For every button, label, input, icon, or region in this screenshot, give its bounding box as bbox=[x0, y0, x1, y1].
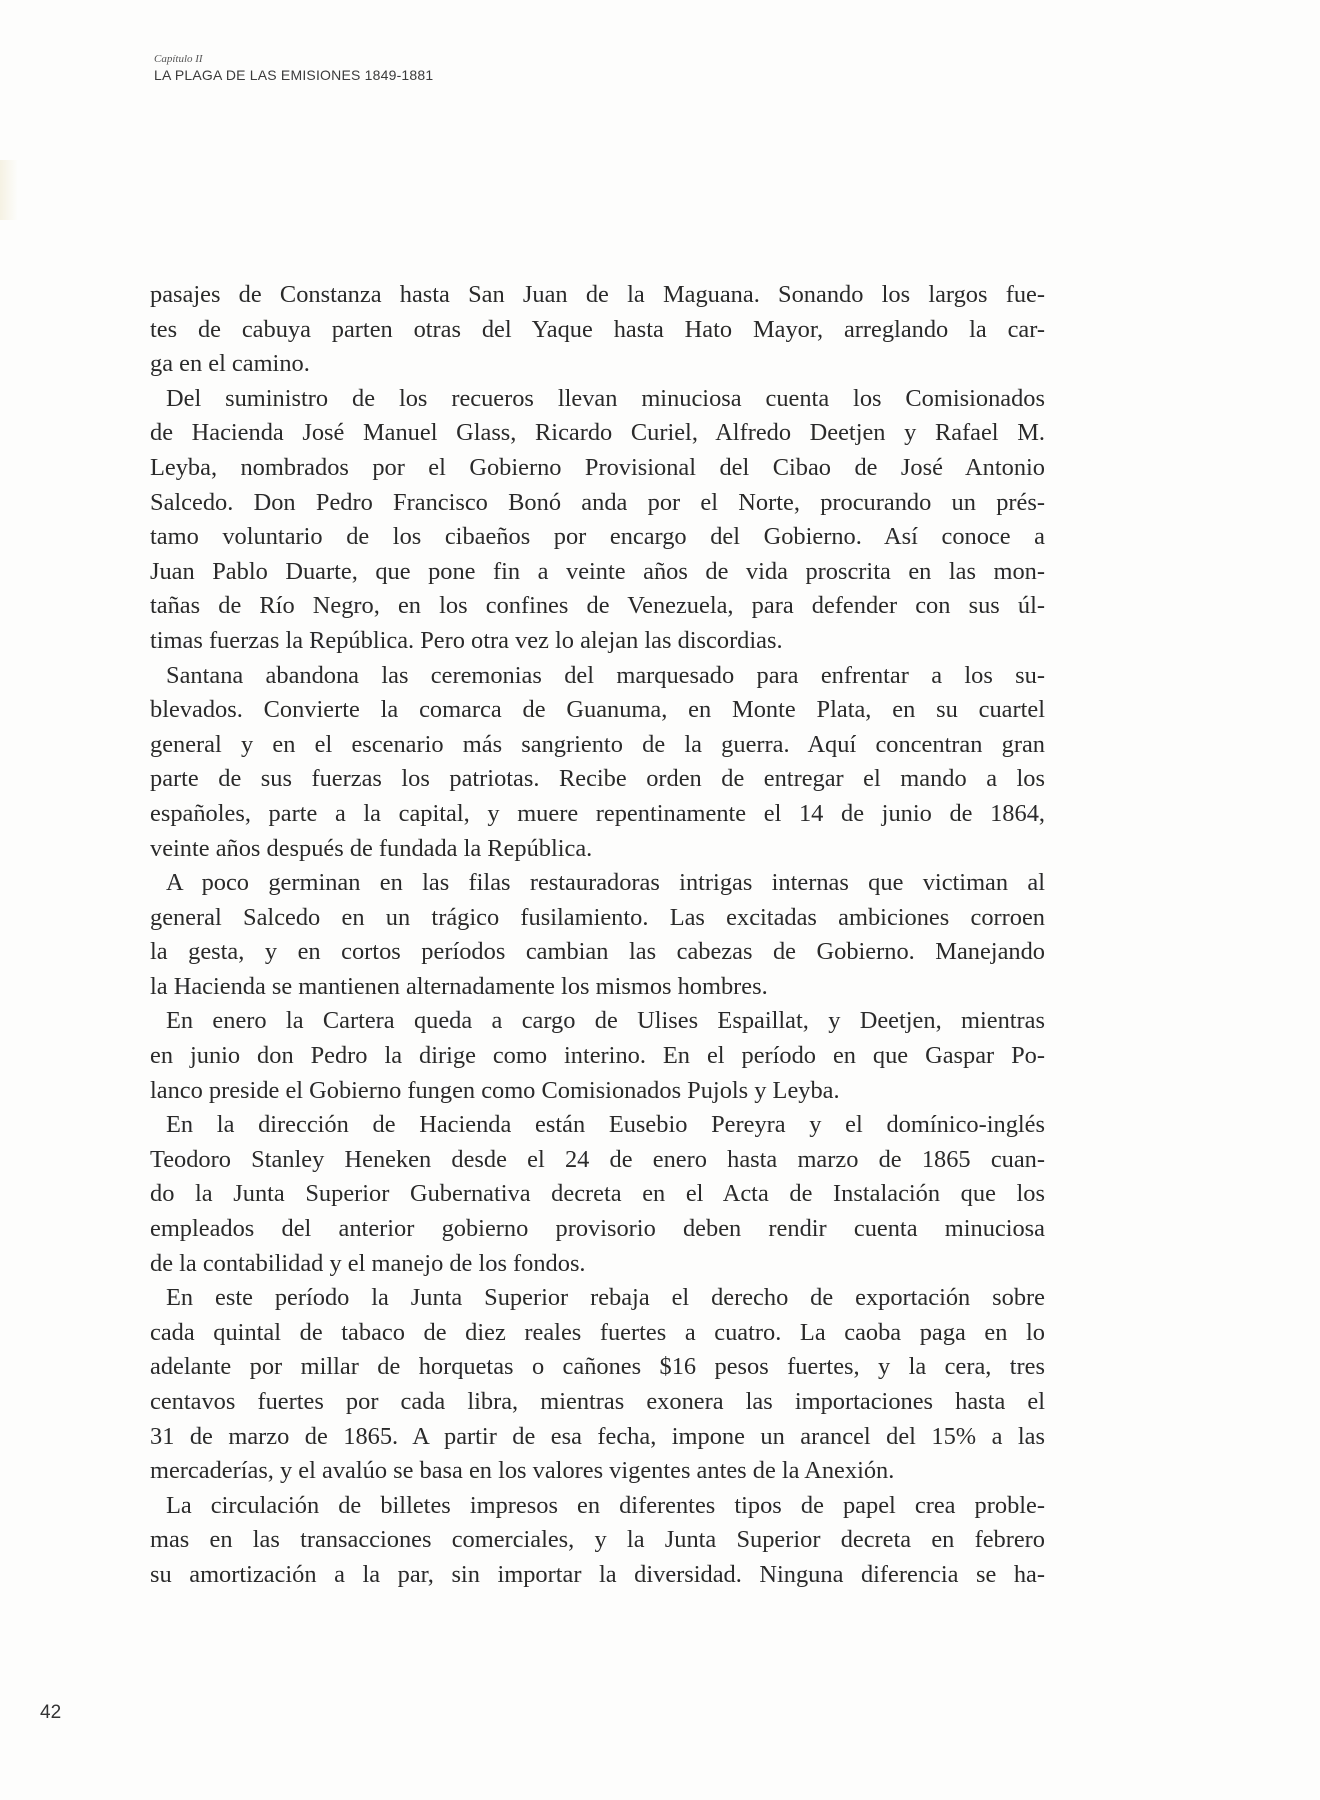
text-line: parte de sus fuerzas los patriotas. Recibe orden de entregar el mando a los bbox=[150, 765, 1045, 793]
text-line: adelante por millar de horquetas o cañones $16 pesos fuertes, y la cera, tres bbox=[150, 1353, 1045, 1381]
chapter-title: LA PLAGA DE LAS EMISIONES 1849-1881 bbox=[154, 67, 434, 83]
text-line: La circulación de billetes impresos en diferentes tipos de papel crea proble- bbox=[166, 1491, 1045, 1519]
page-edge-stain bbox=[0, 160, 18, 220]
text-line: españoles, parte a la capital, y muere repentinamente el 14 de junio de 1864, bbox=[150, 799, 1045, 827]
text-line: la Hacienda se mantienen alternadamente los mismos hombres. bbox=[150, 972, 768, 1000]
text-line: tamo voluntario de los cibaeños por encargo del Gobierno. Así conoce a bbox=[150, 523, 1045, 551]
text-line: su amortización a la par, sin importar la diversidad. Ninguna diferencia se ha- bbox=[150, 1560, 1045, 1588]
page-number: 42 bbox=[40, 1702, 62, 1723]
text-line: cada quintal de tabaco de diez reales fuertes a cuatro. La caoba paga en lo bbox=[150, 1318, 1045, 1346]
chapter-label: Capítulo II bbox=[154, 53, 203, 65]
text-line: blevados. Convierte la comarca de Guanuma, en Monte Plata, en su cuartel bbox=[150, 696, 1045, 724]
text-line: de la contabilidad y el manejo de los fondos. bbox=[150, 1249, 586, 1277]
text-line: empleados del anterior gobierno provisorio deben rendir cuenta minuciosa bbox=[150, 1215, 1045, 1243]
text-line: Leyba, nombrados por el Gobierno Provisional del Cibao de José Antonio bbox=[150, 453, 1045, 481]
text-line: lanco preside el Gobierno fungen como Comisionados Pujols y Leyba. bbox=[150, 1076, 840, 1104]
text-line: tañas de Río Negro, en los confines de Venezuela, para defender con sus úl- bbox=[150, 592, 1045, 620]
text-line: general Salcedo en un trágico fusilamiento. Las excitadas ambiciones corroen bbox=[150, 903, 1045, 931]
text-line: do la Junta Superior Gubernativa decreta en el Acta de Instalación que los bbox=[150, 1180, 1045, 1208]
text-line: mas en las transacciones comerciales, y la Junta Superior decreta en febrero bbox=[150, 1526, 1045, 1554]
text-line: Del suministro de los recueros llevan minuciosa cuenta los Comisionados bbox=[166, 384, 1045, 412]
text-line: centavos fuertes por cada libra, mientras exonera las importaciones hasta el bbox=[150, 1388, 1045, 1415]
text-line: Salcedo. Don Pedro Francisco Bonó anda por el Norte, procurando un prés- bbox=[150, 488, 1045, 516]
body-text bbox=[150, 278, 1045, 1593]
text-line: la gesta, y en cortos períodos cambian las cabezas de Gobierno. Manejando bbox=[150, 938, 1045, 966]
text-line: mercaderías, y el avalúo se basa en los valores vigentes antes de la Anexión. bbox=[150, 1457, 895, 1485]
text-line: En enero la Cartera queda a cargo de Ulises Espaillat, y Deetjen, mientras bbox=[166, 1007, 1045, 1035]
running-head bbox=[154, 52, 433, 84]
text-line: timas fuerzas la República. Pero otra vez lo alejan las discordias. bbox=[150, 626, 783, 654]
text-line: Santana abandona las ceremonias del marquesado para enfrentar a los su- bbox=[166, 661, 1045, 689]
text-line: veinte años después de fundada la República. bbox=[150, 834, 593, 862]
text-line: En este período la Junta Superior rebaja el derecho de exportación sobre bbox=[166, 1284, 1045, 1312]
text-line: Juan Pablo Duarte, que pone fin a veinte años de vida proscrita en las mon- bbox=[150, 557, 1045, 585]
text-line: pasajes de Constanza hasta San Juan de la Maguana. Sonando los largos fue- bbox=[150, 281, 1045, 308]
text-line: tes de cabuya parten otras del Yaque hasta Hato Mayor, arreglando la car- bbox=[150, 315, 1045, 343]
text-line: ga en el camino. bbox=[150, 350, 310, 378]
text-line: de Hacienda José Manuel Glass, Ricardo Curiel, Alfredo Deetjen y Rafael M. bbox=[150, 419, 1045, 447]
text-line: 31 de marzo de 1865. A partir de esa fecha, impone un arancel del 15% a las bbox=[150, 1422, 1045, 1450]
text-line: A poco germinan en las filas restauradoras intrigas internas que victiman al bbox=[166, 869, 1045, 897]
text-line: Teodoro Stanley Heneken desde el 24 de enero hasta marzo de 1865 cuan- bbox=[150, 1145, 1045, 1173]
text-line: en junio don Pedro la dirige como interino. En el período en que Gaspar Po- bbox=[150, 1042, 1045, 1070]
text-line: En la dirección de Hacienda están Eusebio Pereyra y el domínico-inglés bbox=[166, 1111, 1045, 1139]
text-line: general y en el escenario más sangriento de la guerra. Aquí concentran gran bbox=[150, 730, 1045, 758]
